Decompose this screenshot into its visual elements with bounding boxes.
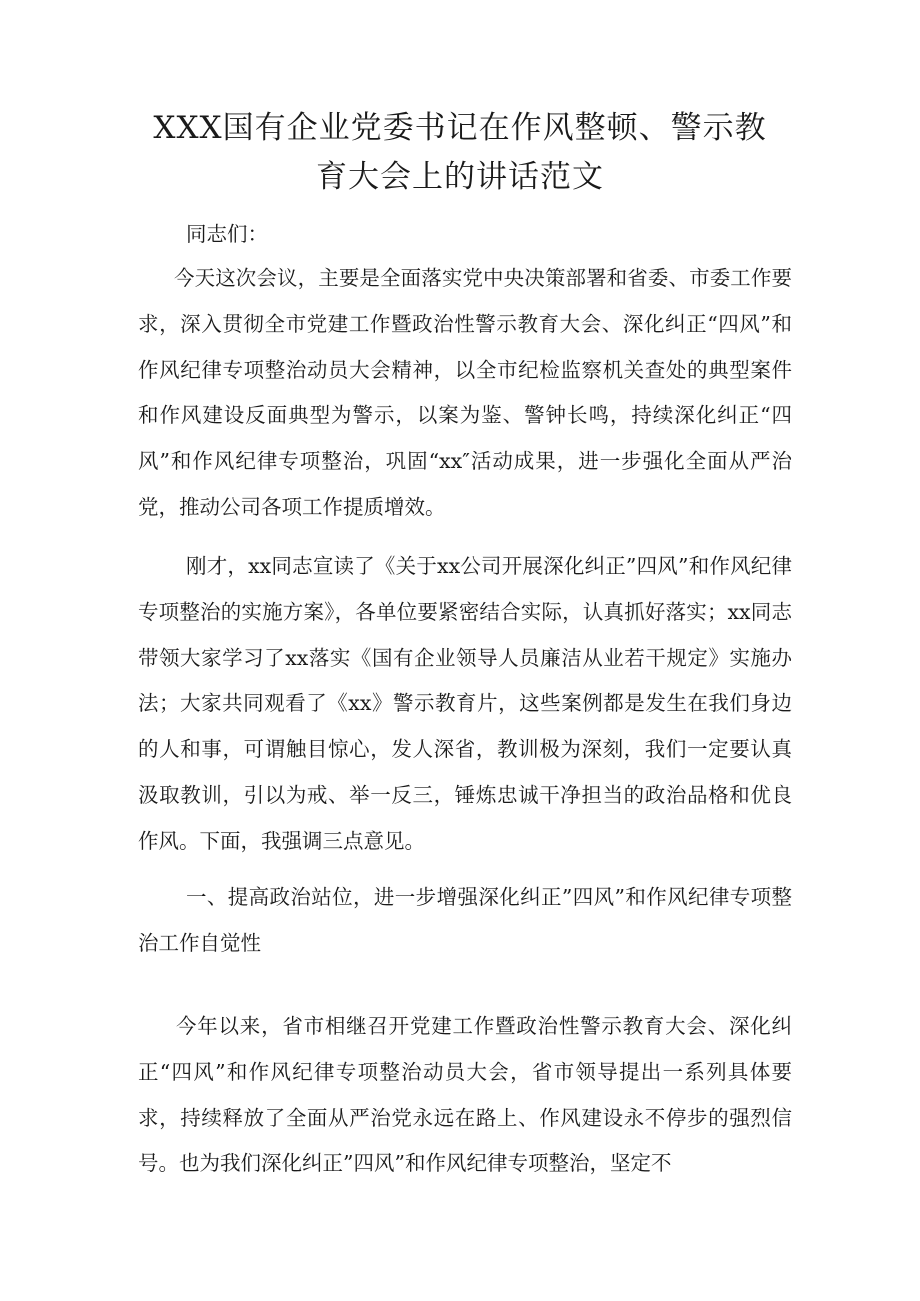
document-title-line-1: XXX国有企业党委书记在作风整顿、警示教 xyxy=(153,110,767,146)
paragraph-opening: 今天这次会议，主要是全面落实党中央决策部署和省委、市委工作要求，深入贯彻全市党建工作暨政治性警示教育大会、深化纠正“四风”和作风纪律专项整治动员大会精神，以全市纪检监察机关查处的典型案件和作风建设反面典型为警示，以案为鉴、警钟长鸣，持续深化纠正“四风”和作风纪律专项整治，巩固“xx″活动成果，进一步强化全面从严治党，推动公司各项工作提质增效。 xyxy=(138,266,792,519)
paragraph-review: 刚才，xx同志宣读了《关于xx公司开展深化纠正”四风”和作风纪律专项整治的实施方案》，各单位要紧密结合实际，认真抓好落实；xx同志带领大家学习了xx落实《国有企业领导人员廉洁从业若干规定》实施办法；大家共同观看了《xx》警示教育片，这些案例都是发生在我们身边的人和事，可谓触目惊心，发人深省，教训极为深刻，我们一定要认真汲取教训，引以为戒、举一反三，锤炼忠诚干净担当的政治品格和优良作风。下面，我强调三点意见。 xyxy=(138,554,792,853)
salutation: 同志们： xyxy=(186,222,268,246)
paragraph-section-1: 今年以来，省市相继召开党建工作暨政治性警示教育大会、深化纠正“四风”和作风纪律专项整治动员大会，省市领导提出一系列具体要求，持续释放了全面从严治党永远在路上、作风建设永不停步的强烈信号。也为我们深化纠正”四风”和作风纪律专项整治，坚定不 xyxy=(138,1014,792,1176)
document-title-line-2: 育大会上的讲话范文 xyxy=(316,159,604,195)
section-heading-1: 一、提高政治站位，进一步增强深化纠正”四风”和作风纪律专项整治工作自觉性 xyxy=(138,885,792,955)
